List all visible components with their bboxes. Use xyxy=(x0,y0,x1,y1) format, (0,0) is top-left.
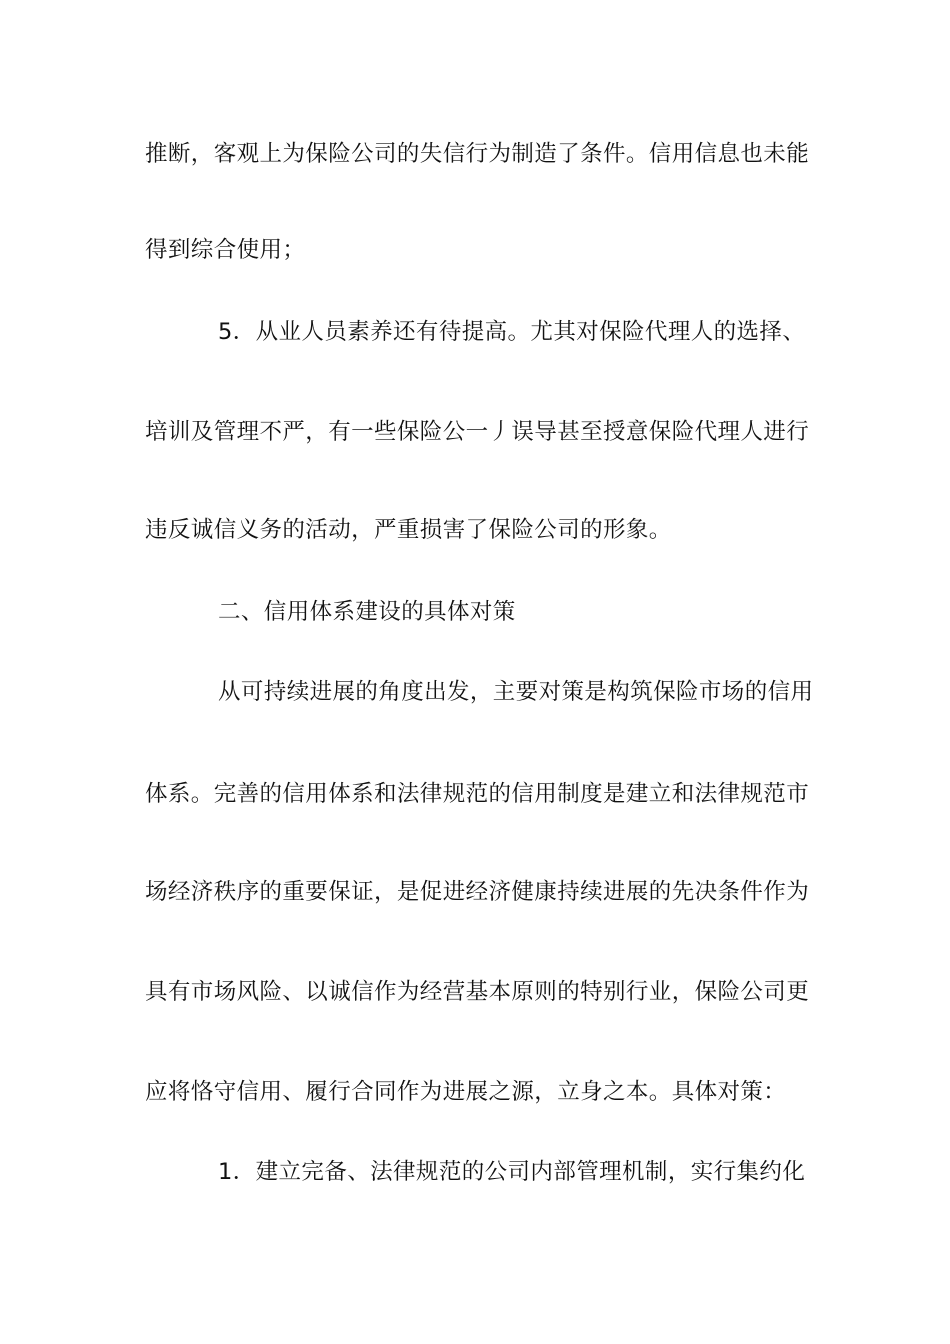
text-line-9: 场经济秩序的重要保证，是促进经济健康持续进展的先决条件作为 xyxy=(145,879,810,905)
text-line-4: 培训及管理不严，有一些保险公一丿误导甚至授意保险代理人进行 xyxy=(145,419,810,445)
text-line-12: 1．建立完备、法律规范的公司内部管理机制，实行集约化 xyxy=(218,1159,806,1185)
text-line-8: 体系。完善的信用体系和法律规范的信用制度是建立和法律规范市 xyxy=(145,781,810,807)
text-line-3: 5．从业人员素养还有待提高。尤其对保险代理人的选择、 xyxy=(218,319,806,345)
text-line-11: 应将恪守信用、履行合同作为进展之源，立身之本。具体对策： xyxy=(145,1079,787,1105)
section-heading: 二、信用体系建设的具体对策 xyxy=(218,599,516,625)
text-line-2: 得到综合使用； xyxy=(145,237,306,263)
text-line-7: 从可持续进展的角度出发，主要对策是构筑保险市场的信用 xyxy=(218,679,814,705)
text-line-1: 推断，客观上为保险公司的失信行为制造了条件。信用信息也未能 xyxy=(145,141,810,167)
text-line-10: 具有市场风险、以诚信作为经营基本原则的特别行业，保险公司更 xyxy=(145,979,810,1005)
text-line-5: 违反诚信义务的活动，严重损害了保险公司的形象。 xyxy=(145,517,672,543)
